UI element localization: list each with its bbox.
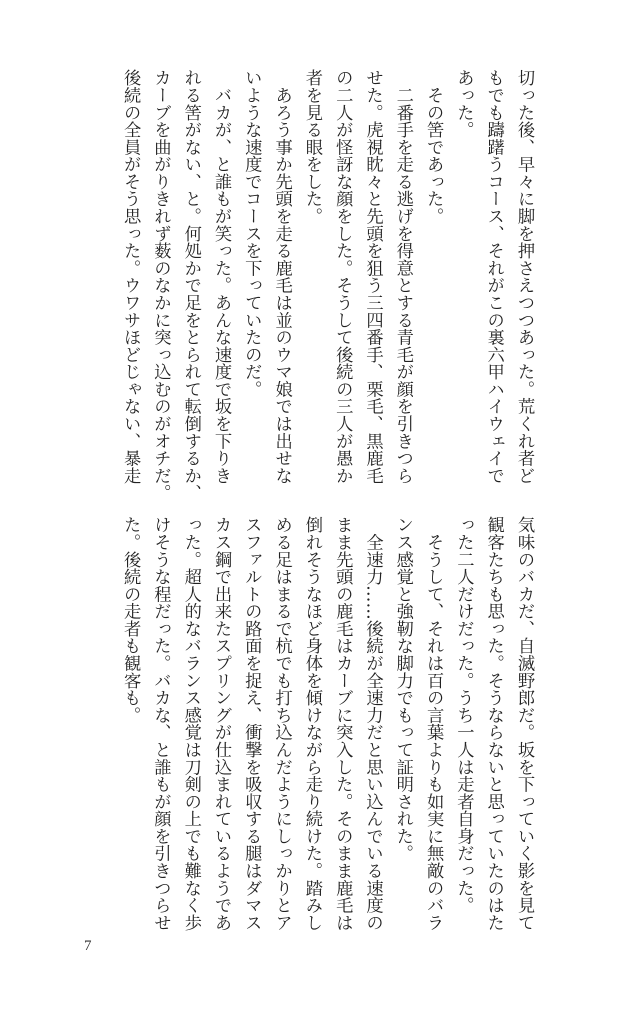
text-column: バカが、と誰もが笑った。あんな速度で坂を下りき: [211, 69, 232, 484]
text-column: 気味のバカだ、自滅野郎だ。坂を下っていく影を見て: [514, 516, 534, 931]
text-column: そうして、それは百の言葉よりも如実に無敵のバラ: [423, 516, 444, 931]
text-column: まま先頭の鹿毛はカーブに突入した。そのまま鹿毛は: [332, 516, 353, 931]
text-column: あろう事か先頭を走る鹿毛は並のウマ娘では出せな: [271, 69, 292, 484]
text-column: 切った後、早々に脚を押さえつつあった。荒くれ者ど: [514, 69, 534, 484]
text-column: せた。虎視眈々と先頭を狙う三四番手、栗毛、黒鹿毛: [362, 69, 383, 484]
text-column: の二人が怪訝な顔をした。そうして後続の三人が愚か: [332, 69, 353, 484]
text-column: 後続の全員がそう思った。ウワサほどじゃない、暴走: [120, 69, 141, 484]
text-column: 倒れそうなほど身体を傾けながら走り続けた。踏みし: [301, 516, 322, 931]
text-column: けそうな程だった。バカな、と誰もが顔を引きつらせ: [150, 516, 171, 931]
text-column: れる筈がない、と。何処かで足をとられて転倒するか、: [180, 69, 201, 502]
text-column: 観客たちも思った。そうならないと思っていたのはた: [483, 516, 504, 931]
text-column: カーブを曲がりきれず薮のなかに突っ込むのがオチだ。: [150, 69, 171, 502]
text-column: 者を見る眼をした。: [301, 69, 322, 225]
text-column: った二人だけだった。うち一人は走者自身だった。: [453, 516, 474, 914]
text-column: カス鋼で出来たスプリングが仕込まれているようであ: [211, 516, 232, 931]
text-column: もでも躊躇うコース、それがこの裏六甲ハイウェイで: [483, 69, 504, 484]
text-block-top: [115, 69, 539, 502]
text-column: 全速力……後続が全速力だと思い込んでいる速度の: [362, 516, 383, 931]
page-number: 7: [84, 938, 92, 954]
text-column: める足はまるで杭でも打ち込んだようにしっかりとア: [271, 516, 292, 931]
text-block-bottom: [115, 516, 539, 936]
text-column: ンス感覚と強靭な脚力でもって証明された。: [392, 516, 413, 862]
text-column: いような速度でコースを下っていたのだ。: [241, 69, 262, 398]
text-column: 二番手を走る逃げを得意とする青毛が顔を引きつら: [392, 69, 413, 484]
text-column: った。超人的なバランス感覚は刀剣の上でも難なく歩: [180, 516, 201, 931]
text-column: た。後続の走者も観客も。: [120, 516, 141, 724]
text-column: その筈であった。: [423, 69, 444, 225]
text-column: スファルトの路面を捉え、衝撃を吸収する腿はダマス: [241, 516, 262, 931]
text-column: あった。: [453, 69, 474, 139]
